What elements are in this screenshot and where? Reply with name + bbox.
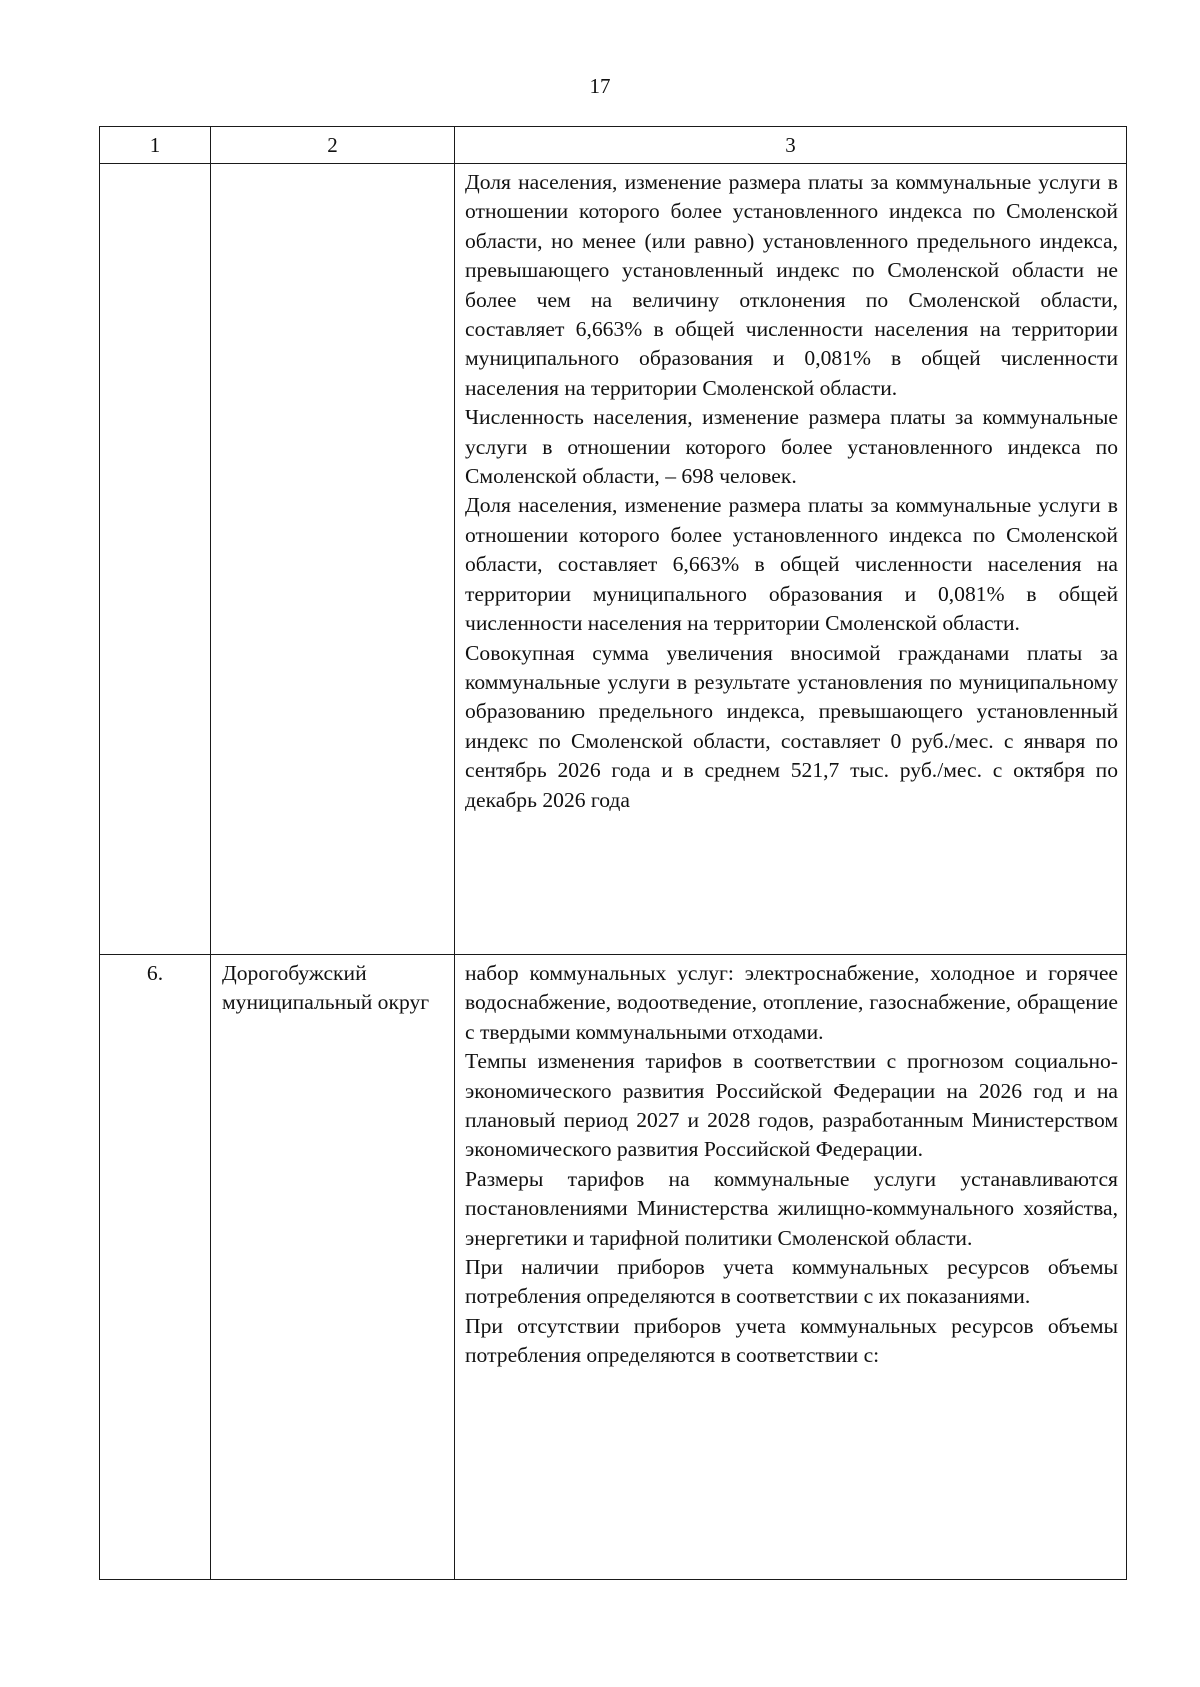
description-cell	[455, 955, 1127, 1580]
row-number-cell	[100, 164, 211, 955]
municipality-name-cell: Дорогобужский муниципальный округ	[211, 955, 455, 1580]
paragraph: Численность населения, изменение размера платы за коммунальные услуги в отношении которого более установленного индекса по Смоленской области, – 698 человек.	[465, 405, 1118, 489]
page-number: 17	[589, 74, 611, 98]
paragraph: набор коммунальных услуг: электроснабжение, холодное и горячее водоснабжение, водоотведение, отопление, газоснабжение, обращение с твердыми коммунальными отходами.	[465, 961, 1118, 1044]
column-header-2: 2	[211, 127, 455, 164]
column-header-3: 3	[455, 127, 1127, 164]
row-number-cell: 6.	[100, 955, 211, 1580]
municipality-name-cell	[211, 164, 455, 955]
paragraph: Доля населения, изменение размера платы за коммунальные услуги в отношении которого более установленного индекса по Смоленской области, но менее (или равно) установленного предельного индекса, превышающего установленный индекс по Смоленской области не более чем на величину отклонения по Смоленской области, составляет 6,663% в общей численности населения на территории муниципального образования и 0,081% в общей численности населения на территории Смоленской области.	[465, 170, 1118, 400]
table-row	[100, 955, 1127, 1580]
paragraph: Доля населения, изменение размера платы за коммунальные услуги в отношении которого более установленного индекса по Смоленской области, составляет 6,663% в общей численности населения на территории муниципального образования и 0,081% в общей численности населения на территории Смоленской области.	[465, 493, 1118, 636]
paragraph: При отсутствии приборов учета коммунальных ресурсов объемы потребления определяются в соответствии с:	[465, 1313, 1118, 1368]
description-cell	[455, 164, 1127, 955]
paragraph: Темпы изменения тарифов в соответствии с прогнозом социально-экономического развития Российской Федерации на 2026 год и на плановый период 2027 и 2028 годов, разработанным Министерством экономического развития Российской Федерации.	[465, 1049, 1118, 1162]
paragraph: При наличии приборов учета коммунальных ресурсов объемы потребления определяются в соответствии с их показаниями.	[465, 1255, 1118, 1309]
table-header-row	[100, 127, 1127, 164]
paragraph: Совокупная сумма увеличения вносимой гражданами платы за коммунальные услуги в результате установления по муниципальному образованию предельного индекса, превышающего установленный индекс по Смоленской области, составляет 0 руб./мес. с января по сентябрь 2026 года и в среднем 521,7 тыс. руб./мес. с октября по декабрь 2026 года	[465, 640, 1118, 812]
paragraph: Размеры тарифов на коммунальные услуги устанавливаются постановлениями Министерства жилищно-коммунального хозяйства, энергетики и тарифной политики Смоленской области.	[465, 1166, 1118, 1250]
document-table	[99, 126, 1127, 1580]
table-row	[100, 164, 1127, 955]
column-header-1: 1	[100, 127, 211, 164]
